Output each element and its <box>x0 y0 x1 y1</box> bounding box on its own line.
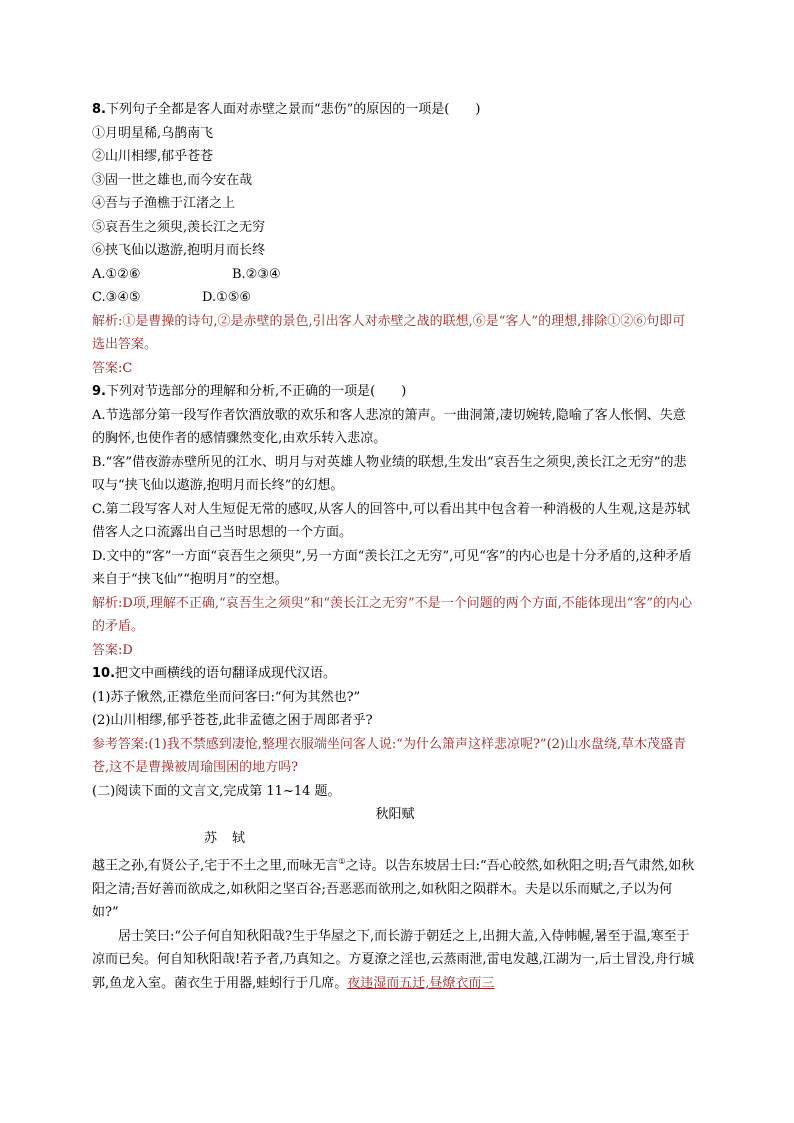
document-page <box>92 98 698 995</box>
q8-answer: 答案:C <box>92 360 133 376</box>
q8-number: 8. <box>92 102 106 117</box>
q8-stem: 8.下列句子全都是客人面对赤壁之景而“悲伤”的原因的一项是( ) <box>92 102 481 117</box>
q9-option-c: C.第二段写客人对人生短促无常的感叹,从客人的回答中,可以看出其中包含着一种消极的人生观,这是苏轼借客人之口流露出自己当时思想的一个方面。 <box>92 501 691 540</box>
q10-reference-answer: 参考答案:(1)我不禁感到凄怆,整理衣服端坐问客人说:“为什么箫声这样悲凉呢?”(2)山水盘绕,草木茂盛青苍,这不是曹操被周瑜围困的地方吗? <box>92 736 687 775</box>
underlined-sentence: 夜违湿而五迁,昼燎衣而三 <box>347 975 495 991</box>
q8-item: ⑥挟飞仙以遨游,抱明月而长终 <box>92 243 266 258</box>
q8-item: ①月明星稀,乌鹊南飞 <box>92 125 214 141</box>
q9-option-a: A.节选部分第一段写作者饮酒放歌的欢乐和客人悲凉的箫声。一曲洞箫,凄切婉转,隐喻了客人怅惘、失意的胸怀,也使作者的感情骤然变化,由欢乐转入悲凉。 <box>92 407 686 446</box>
q8-item: ③固一世之雄也,而今安在哉 <box>92 172 253 188</box>
section-heading: (二)阅读下面的文言文,完成第 11~14 题。 <box>92 783 341 799</box>
q8-option-d: D.①⑤⑥ <box>202 290 252 305</box>
q9-analysis: 解析:D项,理解不正确,“哀吾生之须臾”和“羡长江之无穷”不是一个问题的两个方面,不能体现出“客”的内心的矛盾。 <box>92 595 693 634</box>
passage-paragraph-2: 居士笑曰:“公子何自知秋阳哉?生于华屋之下,而长游于朝廷之上,出拥大盖,入侍帏幄,暑至于温,寒至于凉而已矣。何自知秋阳哉!若予者,乃真知之。方夏潦之淫也,云蒸雨泄,雷电发越,江湖为一,后土冒没,舟行城郭,鱼龙入室。菌衣生于用器,蛙蚓行于几席。夜违湿而五迁,昼燎衣而三 <box>92 928 695 991</box>
passage-title: 秋阳赋 <box>375 807 415 822</box>
q8-item: ②山川相缪,郁乎苍苍 <box>92 149 214 164</box>
q10-item: (2)山川相缪,郁乎苍苍,此非孟德之困于周郎者乎? <box>92 713 373 728</box>
q8-option-c: C.③④⑤ <box>92 290 141 305</box>
passage-author: 苏 轼 <box>204 830 247 846</box>
q8-options-row-1 <box>92 263 698 287</box>
passage-paragraph-1: 越王之孙,有贤公子,宅于不土之里,而咏无言①之诗。以告东坡居士曰:“吾心皎然,如秋阳之明;吾气肃然,如秋阳之清;吾好善而欲成之,如秋阳之坚百谷;吾恶恶而欲刑之,如秋阳之陨群木。夫是以乐而赋之,子以为何如?” <box>92 857 695 921</box>
q8-item: ④吾与子渔樵于江渚之上 <box>92 196 236 211</box>
q10-number: 10. <box>92 666 116 681</box>
q8-analysis: 解析:①是曹操的诗句,②是赤壁的景色,引出客人对赤壁之战的联想,⑥是“客人”的理想,排除①②⑥句即可选出答案。 <box>92 313 686 352</box>
q8-item: ⑤哀吾生之须臾,羡长江之无穷 <box>92 219 266 235</box>
q9-answer: 答案:D <box>92 642 133 658</box>
q9-stem: 9.下列对节选部分的理解和分析,不正确的一项是( ) <box>92 384 407 399</box>
q9-number: 9. <box>92 384 106 399</box>
q8-options-row-2 <box>92 286 698 310</box>
q9-option-b: B.“客”借夜游赤壁所见的江水、明月与对英雄人物业绩的联想,生发出“哀吾生之须臾,羡长江之无穷”的悲叹与“挟飞仙以遨游,抱明月而长终”的幻想。 <box>92 454 687 493</box>
q10-stem: 10.把文中画横线的语句翻译成现代汉语。 <box>92 666 337 681</box>
q8-option-b: B.②③④ <box>232 266 281 282</box>
q10-item: (1)苏子愀然,正襟危坐而问客曰:“何为其然也?” <box>92 689 361 705</box>
q8-option-a: A.①②⑥ <box>92 266 141 282</box>
footnote-marker: ① <box>338 857 346 866</box>
q9-option-d: D.文中的“客”一方面“哀吾生之须臾”,另一方面“羡长江之无穷”,可见“客”的内心也是十分矛盾的,这种矛盾来自于“挟飞仙”“抱明月”的空想。 <box>92 548 692 587</box>
